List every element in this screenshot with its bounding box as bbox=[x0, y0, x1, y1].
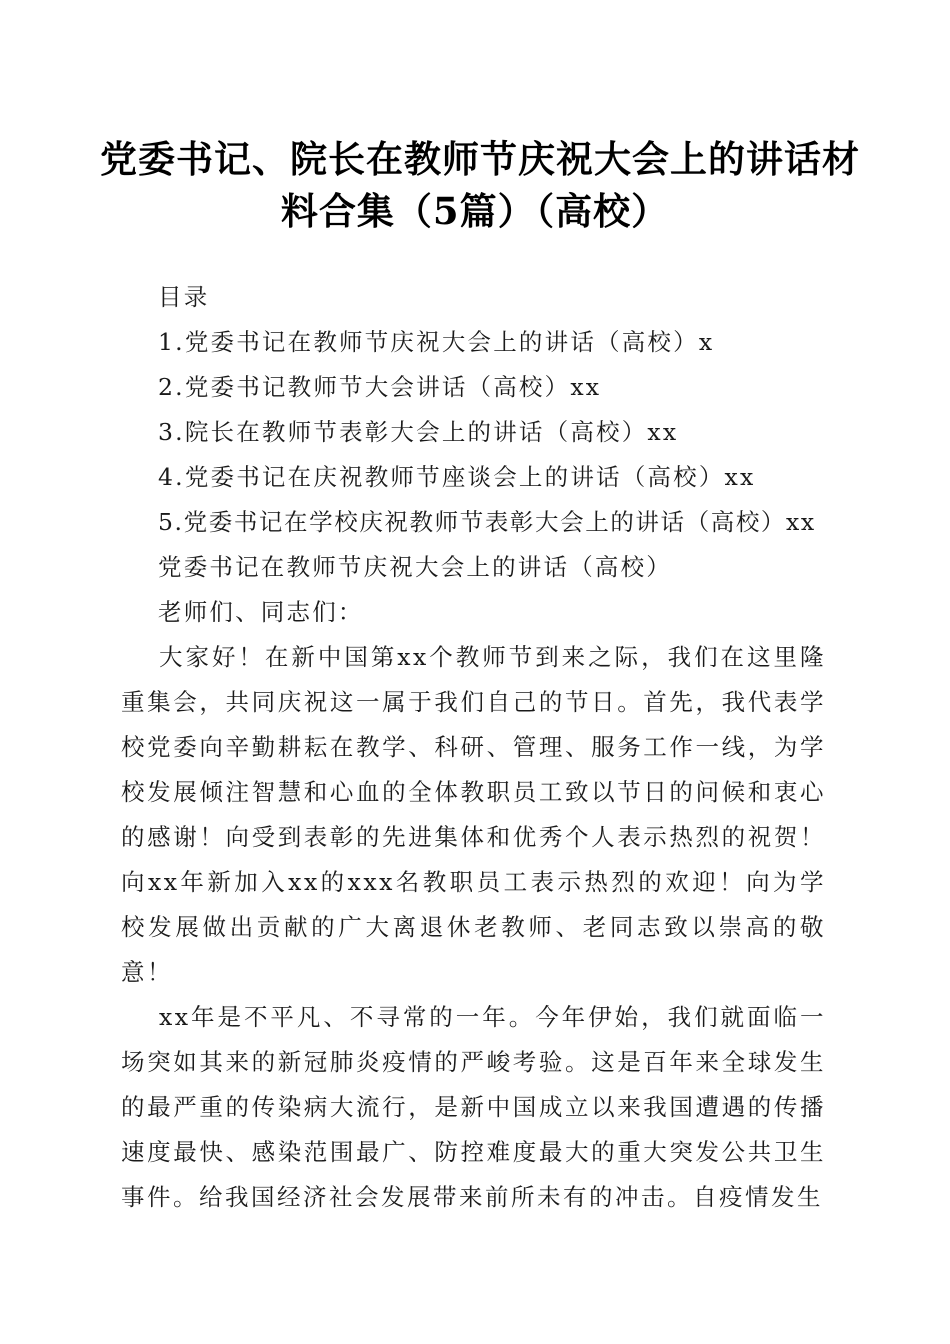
paragraph-1: 大家好！在新中国第xx个教师节到来之际，我们在这里隆重集会，共同庆祝这一属于我们自己的节日。首先，我代表学校党委向辛勤耕耘在教学、科研、管理、服务工作一线，为学校发展倾注智慧和心血的全体教职员工致以节日的问候和衷心的感谢！向受到表彰的先进集体和优秀个人表示热烈的祝贺！向xx年新加入xx的xxx名教职员工表示热烈的欢迎！向为学校发展做出贡献的广大离退休老教师、老同志致以崇高的敬意！ bbox=[121, 643, 826, 986]
toc-item-4: 4.党委书记在庆祝教师节座谈会上的讲话（高校）xx bbox=[158, 463, 756, 491]
toc-item-5: 5.党委书记在学校庆祝教师节表彰大会上的讲话（高校）xx bbox=[158, 508, 816, 536]
document-title bbox=[100, 133, 860, 237]
toc-heading: 目录 bbox=[158, 283, 210, 311]
toc-item-2: 2.党委书记教师节大会讲话（高校）xx bbox=[158, 373, 602, 401]
salutation: 老师们、同志们： bbox=[158, 598, 364, 626]
toc-item-1: 1.党委书记在教师节庆祝大会上的讲话（高校）x bbox=[158, 328, 715, 356]
section-title: 党委书记在教师节庆祝大会上的讲话（高校） bbox=[158, 553, 672, 581]
title-line-2: 料合集（5篇）（高校） bbox=[280, 189, 670, 233]
toc-item-3: 3.院长在教师节表彰大会上的讲话（高校）xx bbox=[158, 418, 679, 446]
title-line-1: 党委书记、院长在教师节庆祝大会上的讲话材 bbox=[100, 137, 860, 181]
document-body bbox=[121, 275, 826, 1220]
paragraph-2: xx年是不平凡、不寻常的一年。今年伊始，我们就面临一场突如其来的新冠肺炎疫情的严峻考验。这是百年来全球发生的最严重的传染病大流行，是新中国成立以来我国遭遇的传播速度最快、感染范围最广、防控难度最大的重大突发公共卫生事件。给我国经济社会发展带来前所未有的冲击。自疫情发生 bbox=[121, 1003, 826, 1211]
